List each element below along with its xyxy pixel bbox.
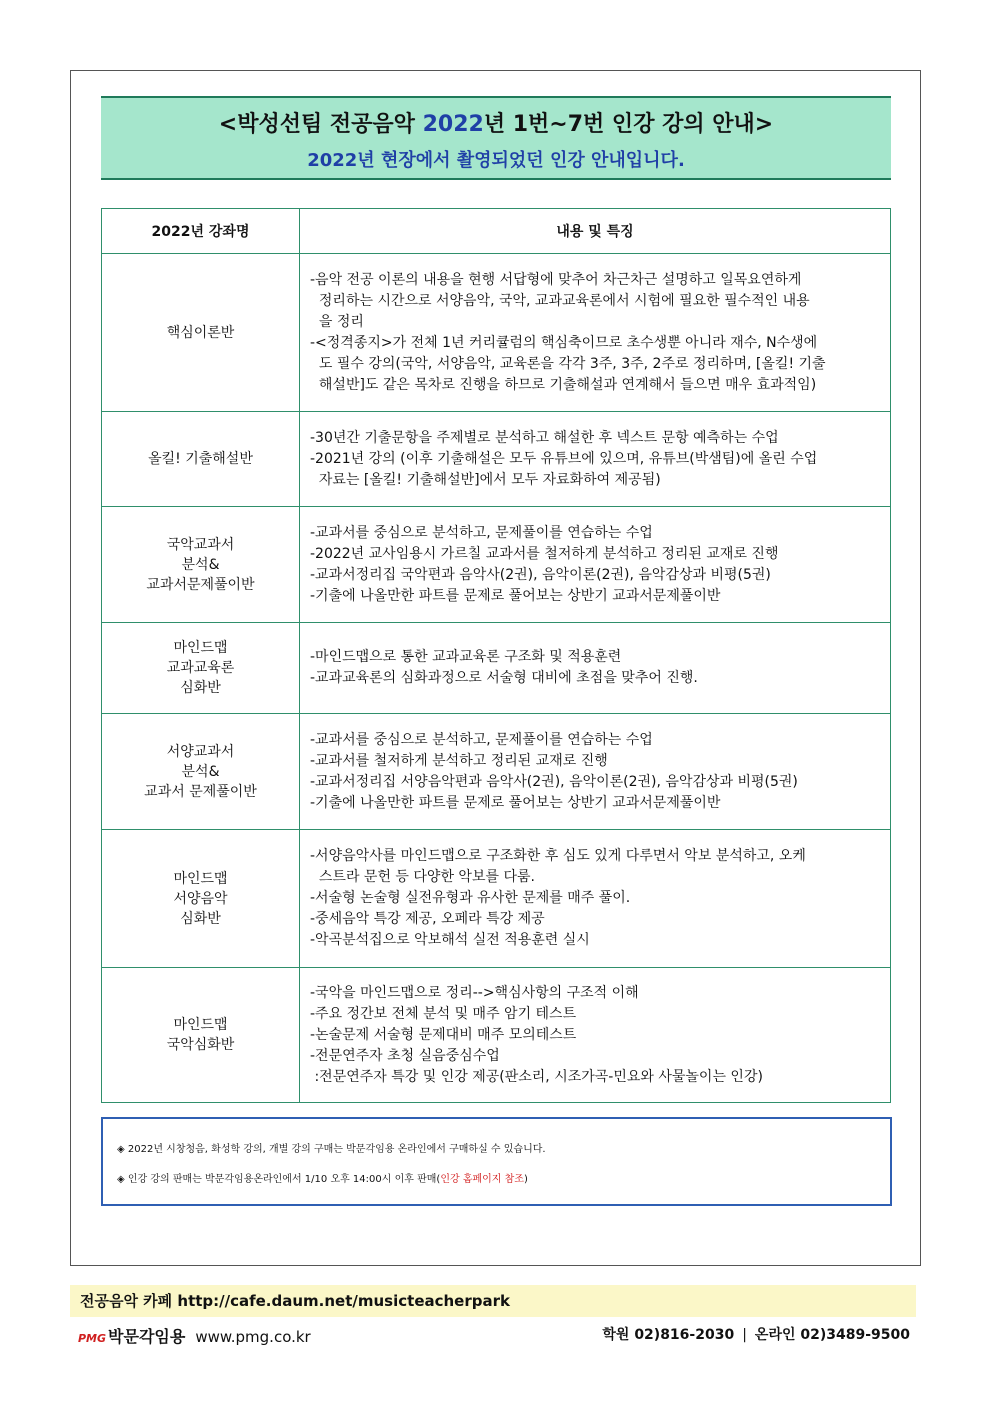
course-name-line: 교과서 문제풀이반: [144, 783, 257, 800]
course-name-line: 서양음악: [173, 890, 228, 907]
table-row: [102, 507, 891, 623]
description-line: 스트라 문헌 등 다양한 악보를 다룸.: [310, 869, 535, 885]
description-line: -마인드맵으로 통한 교과교육론 구조화 및 적용훈련: [310, 649, 622, 665]
course-name-line: 국악교과서: [166, 536, 235, 553]
notice-box: [101, 1117, 892, 1206]
notice-line-1: ◈ 2022년 시창청음, 화성학 강의, 개별 강의 구매는 박문각임용 온라인에서 구매하실 수 있습니다.: [117, 1144, 546, 1155]
course-name-line: 핵심이론반: [166, 324, 235, 341]
description-line: -2021년 강의 (이후 기출해설은 모두 유튜브에 있으며, 유튜브(박샘팀)에 올린 수업: [310, 450, 818, 467]
course-name: [102, 254, 300, 412]
description-line: 정리하는 시간으로 서양음악, 국악, 교과교육론에서 시험에 필요한 필수적인 내용: [310, 292, 810, 309]
table-row: [102, 830, 891, 968]
description-line: -논술문제 서술형 문제대비 매주 모의테스트: [310, 1026, 577, 1043]
table-row: [102, 968, 891, 1103]
brand-name: 박문각임용: [108, 1327, 186, 1346]
course-name-line: 분석&: [181, 556, 220, 573]
description-line: -기출에 나올만한 파트를 문제로 풀어보는 상반기 교과서문제풀이반: [310, 794, 721, 811]
footer-brand: [78, 1324, 311, 1347]
website-link[interactable]: www.pmg.co.kr: [195, 1328, 311, 1346]
course-name: [102, 968, 300, 1103]
header-content: 내용 및 특징: [300, 209, 891, 254]
course-description: [300, 714, 891, 830]
course-description: [300, 507, 891, 623]
course-table: [101, 208, 891, 1103]
academy-phone: 학원 02)816-2030: [602, 1327, 735, 1343]
course-name-line: 마인드맵: [173, 870, 228, 887]
table-row: [102, 623, 891, 714]
description-line: -교과서를 중심으로 분석하고, 문제풀이를 연습하는 수업: [310, 731, 653, 748]
description-line: -서술형 논술형 실전유형과 유사한 문제를 매주 풀이.: [310, 890, 631, 906]
table-row: [102, 714, 891, 830]
course-description: [300, 968, 891, 1103]
description-line: 자료는 [올킬! 기출해설반]에서 모두 자료화하여 제공됨): [310, 471, 661, 488]
description-line: -교과서정리집 국악편과 음악사(2권), 음악이론(2권), 음악감상과 비평(5권): [310, 566, 771, 583]
course-name-line: 심화반: [180, 910, 221, 927]
description-line: -교과서를 철저하게 분석하고 정리된 교재로 진행: [310, 752, 608, 769]
description-line: -주요 정간보 전체 분석 및 매주 암기 테스트: [310, 1005, 577, 1022]
course-description: [300, 254, 891, 412]
description-line: -음악 전공 이론의 내용을 현행 서답형에 맞추어 차근차근 설명하고 일목요연하게: [310, 271, 802, 288]
course-description: [300, 830, 891, 968]
description-line: -기출에 나올만한 파트를 문제로 풀어보는 상반기 교과서문제풀이반: [310, 587, 721, 604]
header-course-name: 2022년 강좌명: [102, 209, 300, 254]
course-description: [300, 412, 891, 507]
description-line: -교과서정리집 서양음악편과 음악사(2권), 음악이론(2권), 음악감상과 비평(5권): [310, 773, 798, 790]
online-phone: 온라인 02)3489-9500: [754, 1327, 910, 1343]
course-name-line: 분석&: [181, 763, 220, 780]
footer-contacts: [602, 1324, 910, 1344]
description-line: -30년간 기출문항을 주제별로 분석하고 해설한 후 넥스트 문항 예측하는 수업: [310, 429, 779, 446]
course-name: [102, 714, 300, 830]
course-name: [102, 507, 300, 623]
description-line: -악곡분석집으로 악보해석 실전 적용훈련 실시: [310, 932, 590, 948]
description-line: -중세음악 특강 제공, 오페라 특강 제공: [310, 911, 545, 927]
description-line: -교과교육론의 심화과정으로 서술형 대비에 초점을 맞추어 진행.: [310, 670, 698, 686]
description-line: -교과서를 중심으로 분석하고, 문제풀이를 연습하는 수업: [310, 524, 653, 541]
course-name-line: 교과서문제풀이반: [146, 576, 255, 593]
description-line: -<정격종지>가 전체 1년 커리큘럼의 핵심축이므로 초수생뿐 아니라 재수, N수생에: [310, 334, 818, 351]
course-name: [102, 830, 300, 968]
table-row: [102, 412, 891, 507]
pmg-logo-icon: PMG: [78, 1332, 107, 1345]
page-title: <박성선팀 전공음악 2022년 1번~7번 인강 강의 안내>: [218, 112, 774, 137]
description-line: 도 필수 강의(국악, 서양음악, 교육론을 각각 3주, 3주, 2주로 정리하며, [올킬! 기출: [310, 355, 826, 372]
page-subtitle: 2022년 현장에서 촬영되었던 인강 안내입니다.: [307, 150, 685, 171]
course-name: [102, 412, 300, 507]
course-name-line: 올킬! 기출해설반: [148, 451, 253, 467]
description-line: 을 정리: [310, 313, 364, 330]
description-line: -국악을 마인드맵으로 정리-->핵심사항의 구조적 이해: [310, 984, 639, 1001]
course-name-line: 국악심화반: [166, 1037, 235, 1053]
homepage-reference: 인강 홈페이지 참조: [440, 1174, 524, 1185]
course-name-line: 마인드맵: [173, 640, 228, 656]
course-name-line: 마인드맵: [173, 1017, 228, 1033]
notice-line-2: ◈ 인강 강의 판매는 박문각임용온라인에서 1/10 오후 14:00시 이후 판매(인강 홈페이지 참조): [117, 1174, 528, 1185]
table-header-row: [102, 209, 891, 254]
description-line: -2022년 교사임용시 가르칠 교과서를 철저하게 분석하고 정리된 교재로 진행: [310, 545, 779, 562]
table-row: [102, 254, 891, 412]
footer-separator: |: [742, 1327, 747, 1343]
cafe-link-bar[interactable]: 전공음악 카페 http://cafe.daum.net/musicteacherpark: [70, 1285, 916, 1317]
course-name-line: 교과교육론: [166, 660, 235, 676]
course-name: [102, 623, 300, 714]
course-name-line: 서양교과서: [166, 743, 235, 760]
description-line: -서양음악사를 마인드맵으로 구조화한 후 심도 있게 다루면서 악보 분석하고, 오케: [310, 848, 806, 864]
description-line: :전문연주자 특강 및 인강 제공(판소리, 시조가곡-민요와 사물놀이는 인강): [310, 1068, 763, 1085]
title-banner: [101, 96, 891, 180]
course-description: [300, 623, 891, 714]
description-line: 해설반]도 같은 목차로 진행을 하므로 기출해설과 연계해서 들으면 매우 효과적임): [310, 376, 817, 393]
course-name-line: 심화반: [180, 680, 221, 696]
description-line: -전문연주자 초청 실음중심수업: [310, 1047, 500, 1064]
